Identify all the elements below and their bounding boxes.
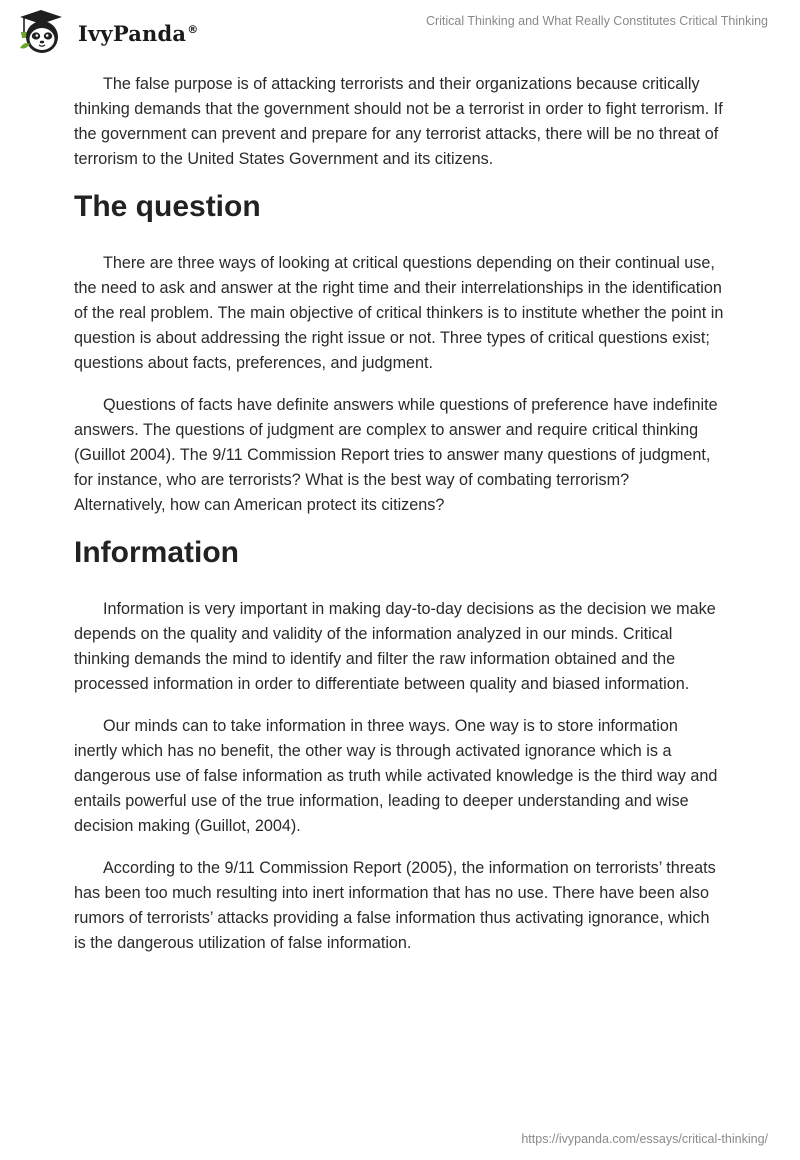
document-title: Critical Thinking and What Really Constitutes Critical Thinking bbox=[425, 14, 768, 28]
page-header bbox=[0, 0, 800, 62]
paragraph: There are three ways of looking at critical questions depending on their continual use, the need to ask and answer at the right time and their interrelationships in the identification of the real problem. The main objective of critical thinkers is to institute whether the point in question is about addressing the right issue or not. Three types of critical questions exist; questions about facts, preferences, and judgment. bbox=[74, 254, 724, 372]
section-heading-information: Information bbox=[74, 536, 239, 569]
paragraph: Our minds can to take information in three ways. One way is to store information inertly which has no benefit, the other way is through activated ignorance which is a dangerous use of false information as truth while activated knowledge is the third way and entails powerful use of the true information, leading to deeper understanding and wise decision making (Guillot, 2004). bbox=[74, 717, 718, 835]
paragraph: Information is very important in making day-to-day decisions as the decision we make depends on the quality and validity of the information analyzed in our minds. Critical thinking demands the mind to identify and filter the raw information obtained and the processed information in order to differentiate between quality and biased information. bbox=[74, 600, 716, 693]
brand-logo[interactable] bbox=[14, 8, 198, 56]
registered-mark: ® bbox=[187, 22, 199, 36]
paragraph: According to the 9/11 Commission Report (2005), the information on terrorists’ threats has been too much resulting into inert information that has no use. There have been also rumors of terrorists’ attacks providing a false information thus activating ignorance, which is the dangerous utilization of false information. bbox=[74, 859, 716, 952]
panda-graduation-cap-icon bbox=[14, 8, 72, 56]
section-heading-question: The question bbox=[74, 190, 261, 223]
paragraph: Questions of facts have definite answers while questions of preference have indefinite answers. The questions of judgment are complex to answer and require critical thinking (Guillot 2004). The 9/11 Commission Report tries to answer many questions of judgment, for instance, who are terrorists? What is the best way of combating terrorism? Alternatively, how can American protect its citizens? bbox=[74, 396, 718, 514]
intro-paragraph: The false purpose is of attacking terrorists and their organizations because critically thinking demands that the government should not be a terrorist in order to fight terrorism. If the government can prevent and prepare for any terrorist attacks, there will be no threat of terrorism to the United States Government and its citizens. bbox=[74, 75, 723, 168]
source-url[interactable]: https://ivypanda.com/essays/critical-thinking/ bbox=[521, 1132, 768, 1146]
brand-name: IvyPanda® bbox=[78, 20, 199, 46]
article-body bbox=[74, 72, 724, 973]
